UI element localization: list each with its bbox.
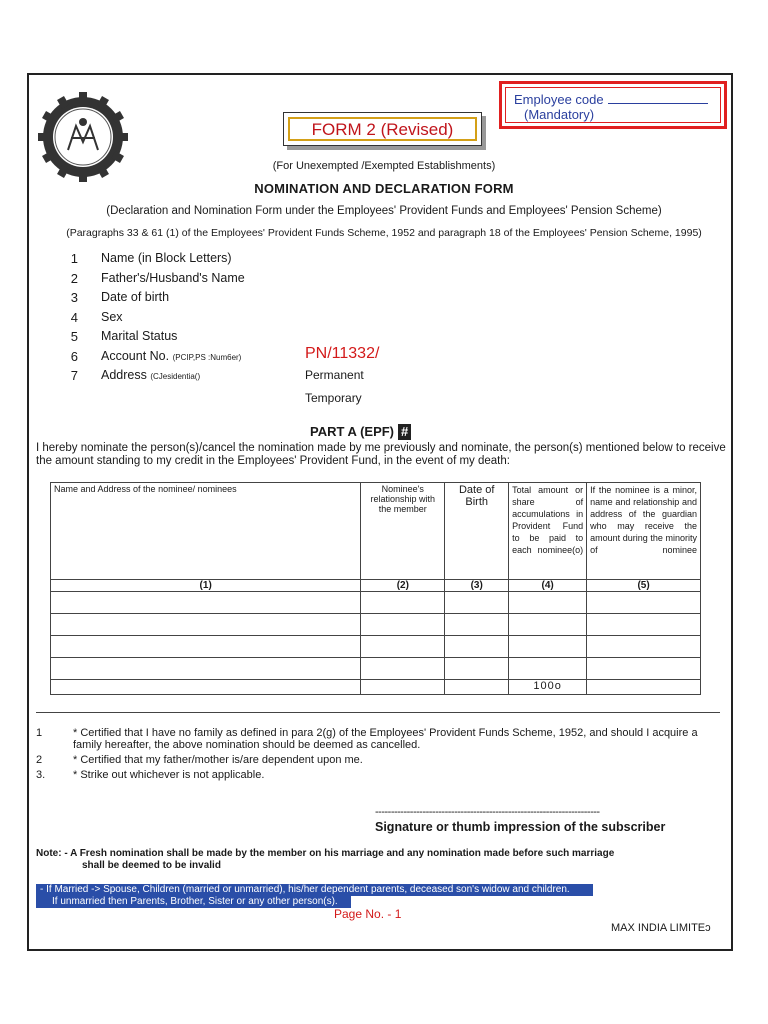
- table-cell[interactable]: [587, 592, 701, 614]
- employee-code-box: [499, 81, 727, 129]
- table-column-number-row: [51, 580, 701, 592]
- note-line-2: shall be deemed to be invalid: [82, 860, 221, 871]
- address-label: Address: [101, 368, 147, 382]
- field-number: 4: [70, 310, 78, 325]
- signature-line: -----------------------------------------------------------------------: [375, 806, 600, 818]
- employee-code-field[interactable]: [514, 91, 708, 107]
- certificate-no-family: * Certified that I have no family as defined in para 2(g) of the Employees' Provident Funds Scheme, 1952, and should I acquire a family hereafter, the above nomination should be deemed as cancelled.: [73, 727, 698, 751]
- field-label-sex: Sex: [101, 310, 123, 324]
- field-number: 6: [70, 349, 78, 364]
- table-cell[interactable]: [445, 614, 509, 636]
- table-cell[interactable]: [587, 614, 701, 636]
- page-number: Page No. - 1: [334, 907, 402, 921]
- highlight-unmarried-text: If unmarried then Parents, Brother, Sister or any other person(s).: [36, 896, 351, 908]
- table-cell[interactable]: [509, 614, 587, 636]
- table-cell[interactable]: [445, 636, 509, 658]
- table-header-row: [51, 483, 701, 580]
- total-share-value: 100o: [509, 680, 587, 695]
- field-label-father-husband: Father's/Husband's Name: [101, 271, 245, 285]
- table-cell[interactable]: [445, 592, 509, 614]
- table-row[interactable]: [51, 636, 701, 658]
- table-cell[interactable]: [51, 658, 361, 680]
- table-cell[interactable]: [51, 636, 361, 658]
- table-cell[interactable]: [509, 636, 587, 658]
- table-cell[interactable]: [361, 614, 445, 636]
- column-header-guardian: If the nominee is a minor, name and relationship and address of the guardian who may receive the amount during the minority of nominee: [587, 483, 701, 580]
- field-label-dob: Date of birth: [101, 290, 170, 304]
- table-cell[interactable]: [587, 636, 701, 658]
- certificate-strike-out: * Strike out whichever is not applicable.: [73, 769, 265, 781]
- table-row[interactable]: [51, 658, 701, 680]
- address-permanent-label: Permanent: [305, 368, 364, 382]
- table-cell[interactable]: [51, 592, 361, 614]
- address-temporary-label: Temporary: [305, 391, 362, 405]
- field-number: 1: [70, 251, 78, 266]
- note-line-1: Note: - A Fresh nomination shall be made by the member on his marriage and any nomination made before such marriage: [36, 848, 615, 859]
- account-no-note: (PCIP,PS :Num6er): [172, 353, 242, 362]
- form-description: (Declaration and Nomination Form under the Employees' Provident Funds and Employees' Pension Scheme): [106, 205, 662, 217]
- table-total-row: [51, 680, 701, 695]
- form-title-box: [283, 112, 482, 146]
- employee-code-label: Employee code: [514, 92, 604, 107]
- field-label-account-no: [101, 349, 241, 363]
- page-title: NOMINATION AND DECLARATION FORM: [254, 181, 514, 196]
- certificate-number: 1: [36, 727, 43, 739]
- table-cell[interactable]: [587, 658, 701, 680]
- certificate-number: 2: [36, 754, 43, 766]
- table-cell[interactable]: [361, 592, 445, 614]
- field-label-name: Name (in Block Letters): [101, 251, 232, 265]
- field-label-address: [101, 368, 200, 382]
- form-subtitle: (For Unexempted /Exempted Establishments): [272, 160, 496, 172]
- account-number-value: PN/11332/: [305, 345, 380, 362]
- table-cell[interactable]: [51, 614, 361, 636]
- field-label-marital-status: Marital Status: [101, 329, 178, 343]
- table-cell[interactable]: [445, 658, 509, 680]
- certificate-number: 3.: [36, 769, 46, 781]
- column-number: (4): [509, 580, 587, 592]
- column-number: (2): [361, 580, 445, 592]
- table-cell: [587, 680, 701, 695]
- column-number: (3): [445, 580, 509, 592]
- employee-code-mandatory: (Mandatory): [524, 107, 595, 122]
- employee-code-blank[interactable]: [608, 91, 708, 104]
- field-number: 3: [70, 290, 78, 305]
- table-cell: [361, 680, 445, 695]
- field-number: 2: [70, 271, 78, 286]
- part-a-heading: [310, 424, 411, 440]
- form-title: FORM 2 (Revised): [288, 117, 477, 141]
- account-no-label: Account No.: [101, 349, 170, 363]
- table-cell[interactable]: [509, 592, 587, 614]
- column-header-dob: Date of Birth: [445, 483, 509, 580]
- field-number: 7: [70, 368, 78, 383]
- hash-mark: #: [398, 424, 411, 440]
- table-cell[interactable]: [361, 636, 445, 658]
- address-note: (CJesidentia(): [150, 372, 201, 381]
- column-header-relationship: Nominee's relationship with the member: [361, 483, 445, 580]
- table-cell[interactable]: [509, 658, 587, 680]
- column-number: (5): [587, 580, 701, 592]
- company-name: MAX INDIA LIMITEɔ: [611, 922, 711, 934]
- part-a-title: PART A (EPF): [310, 424, 395, 439]
- signature-label: Signature or thumb impression of the subscriber: [375, 820, 666, 834]
- column-number: (1): [51, 580, 361, 592]
- certificate-dependent-parents: * Certified that my father/mother is/are dependent upon me.: [73, 754, 363, 766]
- table-row[interactable]: [51, 614, 701, 636]
- highlight-married-text: - If Married -> Spouse, Children (married or unmarried), his/her dependent parents, deceased son's widow and children.: [36, 884, 593, 896]
- table-cell[interactable]: [361, 658, 445, 680]
- table-row[interactable]: [51, 592, 701, 614]
- nominee-table: [50, 482, 701, 695]
- nomination-paragraph: I hereby nominate the person(s)/cancel the nomination made by me previously and nominate, the person(s) mentioned below to receive the amount standing to my credit in the Employees' Provident Fund, in the event of my death:: [36, 442, 726, 467]
- divider: [36, 712, 720, 713]
- table-cell: [445, 680, 509, 695]
- field-number: 5: [70, 329, 78, 344]
- column-header-name-address: Name and Address of the nominee/ nominees: [51, 483, 361, 580]
- form-paragraph-reference: (Paragraphs 33 & 61 (1) of the Employees' Provident Funds Scheme, 1952 and paragraph 18 of the Employees' Pension Scheme, 1995): [66, 227, 702, 239]
- column-header-amount: Total amount or share of accumulations in Provident Fund to be paid to each nominee(o): [509, 483, 587, 580]
- table-cell: [51, 680, 361, 695]
